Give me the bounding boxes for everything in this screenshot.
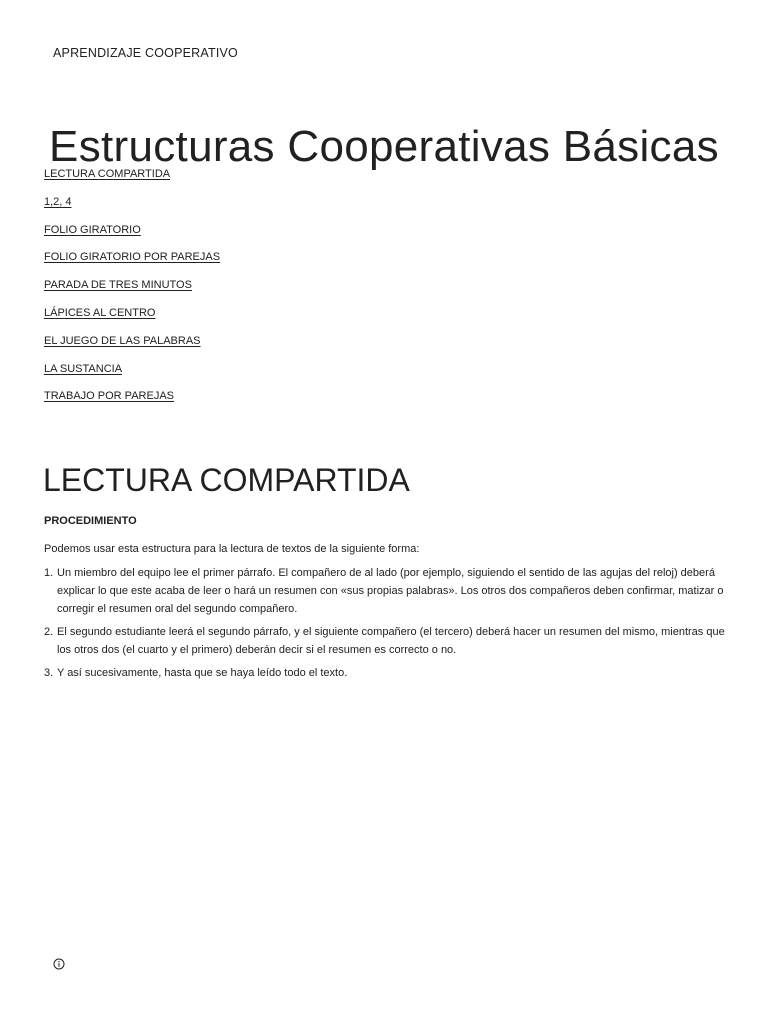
toc-link-lectura-compartida[interactable]: LECTURA COMPARTIDA (44, 168, 171, 180)
toc-link-folio-giratorio-parejas[interactable]: FOLIO GIRATORIO POR PAREJAS (44, 251, 221, 264)
toc-link-folio-giratorio[interactable]: FOLIO GIRATORIO (44, 223, 141, 236)
toc-item (44, 224, 220, 252)
toc-link-juego-palabras[interactable]: EL JUEGO DE LAS PALABRAS (44, 334, 201, 347)
procedure-label: PROCEDIMIENTO (44, 515, 137, 527)
toc-link-lapices-al-centro[interactable]: LÁPICES AL CENTRO (44, 306, 156, 319)
list-item (44, 623, 734, 659)
table-of-contents (44, 168, 220, 418)
step-number: 1. (44, 567, 54, 579)
procedure-steps (44, 564, 734, 687)
toc-link-parada-tres-minutos[interactable]: PARADA DE TRES MINUTOS (44, 279, 192, 292)
toc-item (44, 307, 220, 335)
list-item (44, 564, 734, 618)
step-text: Y así sucesivamente, hasta que se haya leído todo el texto. (57, 667, 348, 679)
toc-link-la-sustancia[interactable]: LA SUSTANCIA (44, 362, 123, 375)
step-text: El segundo estudiante leerá el segundo párrafo, y el siguiente compañero (el tercero) deberá hacer un resumen del mismo, mientras que los otros dos (el cuarto y el primero) deberán decir si el resumen es correcto o no. (57, 626, 725, 656)
toc-item (44, 363, 220, 391)
toc-item (44, 279, 220, 307)
toc-link-1-2-4[interactable]: 1,2, 4 (44, 195, 72, 208)
section-title: LECTURA COMPARTIDA (43, 462, 410, 498)
intro-text: Podemos usar esta estructura para la lectura de textos de la siguiente forma: (44, 543, 420, 555)
step-number: 2. (44, 626, 54, 638)
step-text: Un miembro del equipo lee el primer párrafo. El compañero de al lado (por ejemplo, siguiendo el sentido de las agujas del reloj) deberá explicar lo que este acaba de leer o hará un resumen con «sus propias palabras». Los otros dos compañeros deben confirmar, matizar o corregir el resumen oral del segundo compañero. (57, 567, 724, 615)
toc-item (44, 335, 220, 363)
toc-item (44, 251, 220, 279)
list-item (44, 664, 734, 682)
toc-item (44, 390, 220, 418)
toc-item (44, 168, 220, 196)
toc-item (44, 196, 220, 224)
info-icon[interactable] (53, 958, 65, 970)
page-title: Estructuras Cooperativas Básicas (49, 122, 719, 172)
toc-link-trabajo-parejas[interactable]: TRABAJO POR PAREJAS (44, 390, 174, 403)
step-number: 3. (44, 667, 54, 679)
site-title[interactable]: APRENDIZAJE COOPERATIVO (53, 46, 238, 60)
